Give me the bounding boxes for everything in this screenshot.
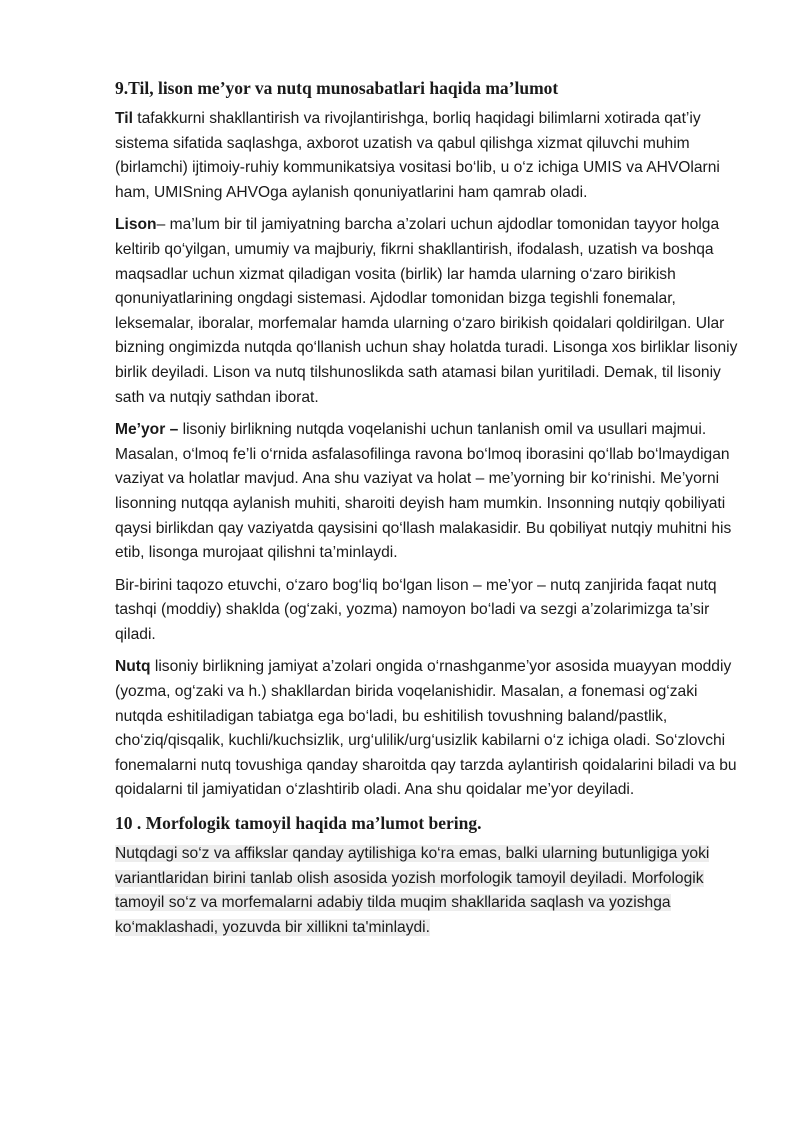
section-heading-10: 10 . Morfologik tamoyil haqida ma’lumot bering. (115, 813, 482, 834)
paragraph-nutq-text-1: lisoniy birlikning jamiyat a’zolari ongida o‘rnashganme’yor asosida muayyan moddiy (yozma, og‘zaki va h.) shakllardan birida voqelanishidir. Masalan, (115, 658, 732, 701)
paragraph-lison (115, 213, 745, 410)
paragraph-til (115, 107, 745, 205)
paragraph-meyor-text: lisoniy birlikning nutqda voqelanishi uchun tanlanish omil va usullari majmui. Masalan, o‘lmoq fe’li o‘rnida asfalasofilinga ravona bo‘lmoq iborasini qo‘llab bo‘lmaydigan vaziyat va holatlar mavjud. Ana shu vaziyat va holat – me’yorning bir ko‘rinishi. Me’yorni lisonning nutqqa aylanish muhiti, sharoiti deyish ham mumkin. Insonning nutqiy qobiliyati qaysi birlikdan qay vaziyatda qaysisini qo‘llash malakasidir. Bu qobiliyat nutqiy muhitni his etib, lisonga murojaat qilishni ta’minlaydi. (115, 421, 732, 562)
paragraph-nutq (115, 655, 745, 803)
section-heading-9: 9.Til, lison me’yor va nutq munosabatlari haqida ma’lumot (115, 78, 559, 98)
paragraph-til-text: tafakkurni shakllantirish va rivojlantirishga, borliq haqidagi bilimlarni xotirada qat’iy sistema sifatida saqlashga, axborot uzatish va qabul qilishga xizmat qiluvchi muhim (birlamchi) ijtimoiy-ruhiy kommunikatsiya vositasi bo‘lib, u o‘z ichiga UMIS va AHVOlarni ham, UMISning AHVOga aylanish qonuniyatlarini ham qamrab oladi. (115, 110, 720, 201)
paragraph-meyor (115, 418, 745, 566)
term-nutq: Nutq (115, 658, 151, 676)
italic-letter-a: a (568, 683, 577, 701)
term-meyor: Me’yor – (115, 421, 179, 439)
paragraph-zanjir (115, 574, 745, 648)
paragraph-nutq-text-2: fonemasi og‘zaki nutqda eshitiladigan tabiatga ega bo‘ladi, bu eshitilish tovushning baland/pastlik, cho‘ziq/qisqalik, kuchli/kuchsizlik, urg‘ulilik/urg‘usizlik kabilarni o‘z ichiga oladi. So‘zlovchi fonemalarni nutq tovushiga qanday sharoitda qay tarzda aylantirish qoidalarini biladi va bu qoidalarni til jamiyatidan o‘zlashtirib oladi. Ana shu qoidalar me’yor deyiladi. (115, 683, 737, 799)
paragraph-zanjir-text: Bir-birini taqozo etuvchi, o‘zaro bog‘liq bo‘lgan lison – me’yor – nutq zanjirida faqat nutq tashqi (moddiy) shaklda (og‘zaki, yozma) namoyon bo‘ladi va sezgi a’zolarimizga ta’sir qiladi. (115, 576, 717, 643)
highlighted-text: Nutqdagi so‘z va affikslar qanday aytilishiga ko‘ra emas, balki ularning butunligiga yoki variantlaridan birini tanlab olish asosida yozish morfologik tamoyil deyiladi. Morfologik tamoyil so‘z va morfemalarni adabiy tilda muqim shakllarida saqlash va yozishga ko‘maklashadi, yozuvda bir xillikni ta'minlaydi. (115, 845, 710, 936)
paragraph-lison-text: – ma’lum bir til jamiyatning barcha a’zolari uchun ajdodlar tomonidan tayyor holga keltirib qo‘yilgan, umumiy va majburiy, fikrni shakllantirish, ifodalash, uzatish va boshqa maqsadlar uchun xizmat qiladigan vosita (birlik) lar hamda ularning o‘zaro birikish qonuniyatlarining ongdagi sistemasi. Ajdodlar tomonidan bizga tegishli fonemalar, leksemalar, iboralar, morfemalar hamda ularning o‘zaro birikish qoidalari qoldirilgan. Ular bizning ongimizda nutqda qo‘llanish uchun shay holatda turadi. Lisonga xos birliklar lisoniy birlik deyiladi. Lison va nutq tilshunoslikda sath atamasi bilan yuritiladi. Demak, til lisoniy sath va nutqiy sathdan iborat. (115, 216, 738, 406)
term-lison: Lison (115, 216, 157, 234)
paragraph-morfologik (115, 842, 745, 940)
document-body (115, 76, 745, 948)
term-til: Til (115, 110, 133, 127)
